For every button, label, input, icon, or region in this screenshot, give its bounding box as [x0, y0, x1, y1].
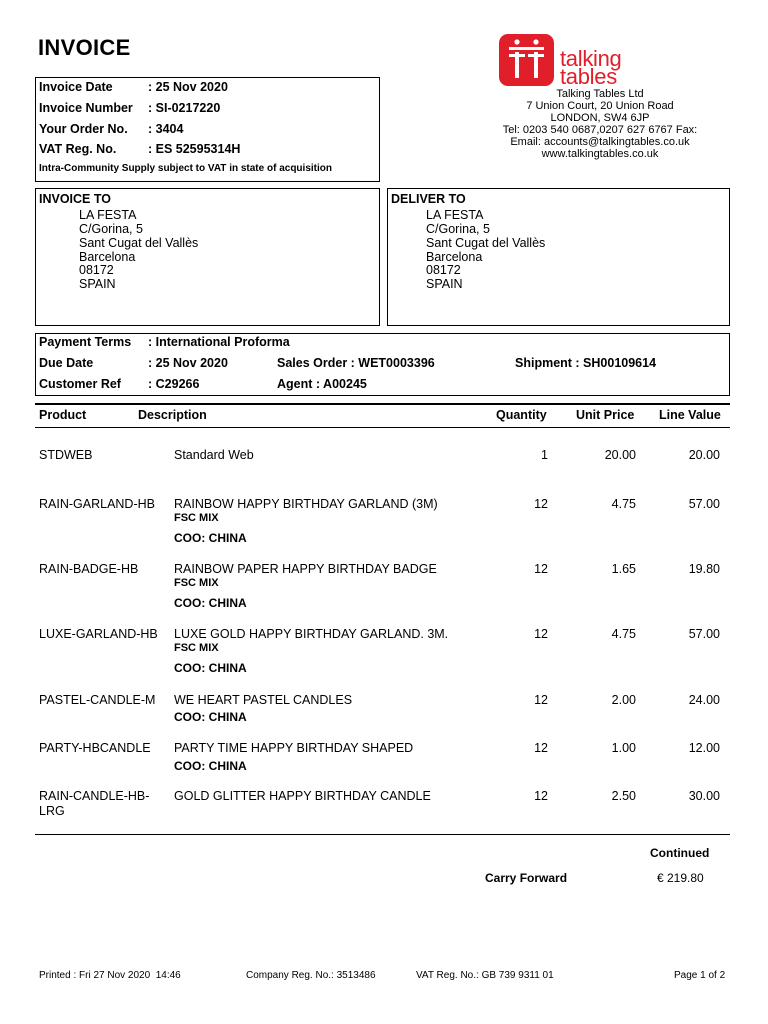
table-row-product: PASTEL-CANDLE-M — [39, 693, 156, 707]
due-date-label: Due Date — [39, 356, 94, 370]
header-quantity: Quantity — [496, 408, 547, 422]
table-row-product: RAIN-BADGE-HB — [39, 562, 139, 576]
intra-community-note: Intra-Community Supply subject to VAT in state of acquisition — [39, 163, 332, 174]
footer-printed: Printed : Fri 27 Nov 2020 14:46 — [39, 970, 181, 981]
table-top-rule — [35, 403, 730, 405]
order-number-value: : 3404 — [148, 122, 184, 136]
table-row-line-value: 12.00 — [688, 741, 720, 755]
customer-ref-value: : C29266 — [148, 377, 200, 391]
header-description: Description — [138, 408, 207, 422]
company-phone: Tel: 0203 540 0687,0207 627 6767 Fax: — [502, 124, 698, 136]
header-unit-price: Unit Price — [576, 408, 635, 422]
table-row-coo: COO: CHINA — [174, 759, 247, 773]
vat-reg-label: VAT Reg. No. — [39, 142, 117, 156]
company-address-1: 7 Union Court, 20 Union Road — [526, 100, 674, 112]
table-row-quantity: 12 — [534, 693, 548, 707]
customer-ref-label: Customer Ref — [39, 377, 121, 391]
invoice-to-line: C/Gorina, 5 — [79, 222, 143, 236]
due-date-value: : 25 Nov 2020 — [148, 356, 228, 370]
invoice-date-label: Invoice Date — [39, 80, 113, 94]
table-row-product-cont: LRG — [39, 804, 65, 818]
deliver-to-heading: DELIVER TO — [391, 192, 466, 206]
footer-vat-reg: VAT Reg. No.: GB 739 9311 01 — [416, 970, 554, 981]
invoice-to-line: LA FESTA — [79, 208, 137, 222]
table-row-unit-price: 20.00 — [604, 448, 636, 462]
table-bottom-rule — [35, 834, 730, 835]
table-row-product: RAIN-GARLAND-HB — [39, 497, 155, 511]
table-row-unit-price: 4.75 — [611, 627, 636, 641]
table-row-fsc: FSC MIX — [174, 577, 219, 589]
table-row-coo: COO: CHINA — [174, 661, 247, 675]
carry-forward-label: Carry Forward — [485, 871, 568, 885]
deliver-to-line: 08172 — [426, 263, 461, 277]
deliver-to-line: Barcelona — [426, 250, 483, 264]
table-row-line-value: 57.00 — [688, 627, 720, 641]
payment-terms-label: Payment Terms — [39, 335, 132, 349]
table-row-coo: COO: CHINA — [174, 531, 247, 545]
table-row-coo: COO: CHINA — [174, 596, 247, 610]
deliver-to-line: C/Gorina, 5 — [426, 222, 490, 236]
table-row-quantity: 12 — [534, 627, 548, 641]
table-row-quantity: 12 — [534, 497, 548, 511]
table-row-description: RAINBOW PAPER HAPPY BIRTHDAY BADGE — [174, 562, 437, 576]
table-row-coo: COO: CHINA — [174, 710, 247, 724]
shipment: Shipment : SH00109614 — [515, 356, 657, 370]
deliver-to-line: LA FESTA — [426, 208, 484, 222]
company-website: www.talkingtables.co.uk — [541, 148, 659, 160]
table-row-description: Standard Web — [174, 448, 254, 462]
table-row-unit-price: 1.65 — [611, 562, 636, 576]
invoice-number-value: : SI-0217220 — [148, 101, 221, 115]
invoice-to-heading: INVOICE TO — [39, 192, 112, 206]
table-row-fsc: FSC MIX — [174, 512, 219, 524]
table-row-line-value: 30.00 — [688, 789, 720, 803]
table-row-line-value: 24.00 — [688, 693, 720, 707]
sales-order: Sales Order : WET0003396 — [277, 356, 435, 370]
logo-text-talking: talking — [560, 46, 622, 71]
footer-company-reg: Company Reg. No.: 3513486 — [246, 970, 376, 981]
payment-terms-value: : International Proforma — [148, 335, 290, 349]
agent: Agent : A00245 — [277, 377, 367, 391]
table-row-description: LUXE GOLD HAPPY BIRTHDAY GARLAND. 3M. — [174, 627, 449, 641]
invoice-to-line: Barcelona — [79, 250, 136, 264]
invoice-to-line: 08172 — [79, 263, 114, 277]
deliver-to-line: Sant Cugat del Vallès — [426, 236, 546, 250]
logo-text-tables: tables — [560, 64, 617, 89]
table-row-product: PARTY-HBCANDLE — [39, 741, 151, 755]
carry-forward-value: € 219.80 — [657, 871, 704, 885]
table-row-description: RAINBOW HAPPY BIRTHDAY GARLAND (3M) — [174, 497, 438, 511]
table-row-quantity: 12 — [534, 562, 548, 576]
deliver-to-line: SPAIN — [426, 277, 463, 291]
invoice-to-line: Sant Cugat del Vallès — [79, 236, 199, 250]
table-row-unit-price: 2.50 — [611, 789, 636, 803]
company-address-2: LONDON, SW4 6JP — [550, 112, 650, 124]
table-row-unit-price: 2.00 — [611, 693, 636, 707]
invoice-date-value: : 25 Nov 2020 — [148, 80, 228, 94]
table-row-line-value: 20.00 — [688, 448, 720, 462]
table-row-product: RAIN-CANDLE-HB- — [39, 789, 150, 803]
table-row-product: LUXE-GARLAND-HB — [39, 627, 158, 641]
invoice-to-line: SPAIN — [79, 277, 116, 291]
company-name: Talking Tables Ltd — [556, 88, 644, 100]
talking-tables-logo-icon — [499, 34, 554, 86]
header-product: Product — [39, 408, 87, 422]
table-row-unit-price: 4.75 — [611, 497, 636, 511]
invoice-number-label: Invoice Number — [39, 101, 133, 115]
table-row-description: WE HEART PASTEL CANDLES — [174, 693, 353, 707]
table-row-quantity: 12 — [534, 741, 548, 755]
order-number-label: Your Order No. — [39, 122, 128, 136]
table-row-description: PARTY TIME HAPPY BIRTHDAY SHAPED — [174, 741, 414, 755]
table-row-unit-price: 1.00 — [611, 741, 636, 755]
table-row-fsc: FSC MIX — [174, 642, 219, 654]
footer-page-number: Page 1 of 2 — [674, 970, 726, 981]
vat-reg-value: : ES 52595314H — [148, 142, 241, 156]
table-row-line-value: 19.80 — [688, 562, 720, 576]
table-row-quantity: 1 — [541, 448, 548, 462]
table-row-product: STDWEB — [39, 448, 93, 462]
table-row-description: GOLD GLITTER HAPPY BIRTHDAY CANDLE — [174, 789, 431, 803]
table-header-rule — [35, 427, 730, 428]
table-row-quantity: 12 — [534, 789, 548, 803]
header-line-value: Line Value — [659, 408, 721, 422]
company-email: Email: accounts@talkingtables.co.uk — [510, 136, 690, 148]
page-title: INVOICE — [38, 35, 131, 60]
table-row-line-value: 57.00 — [688, 497, 720, 511]
continued-label: Continued — [650, 846, 710, 860]
